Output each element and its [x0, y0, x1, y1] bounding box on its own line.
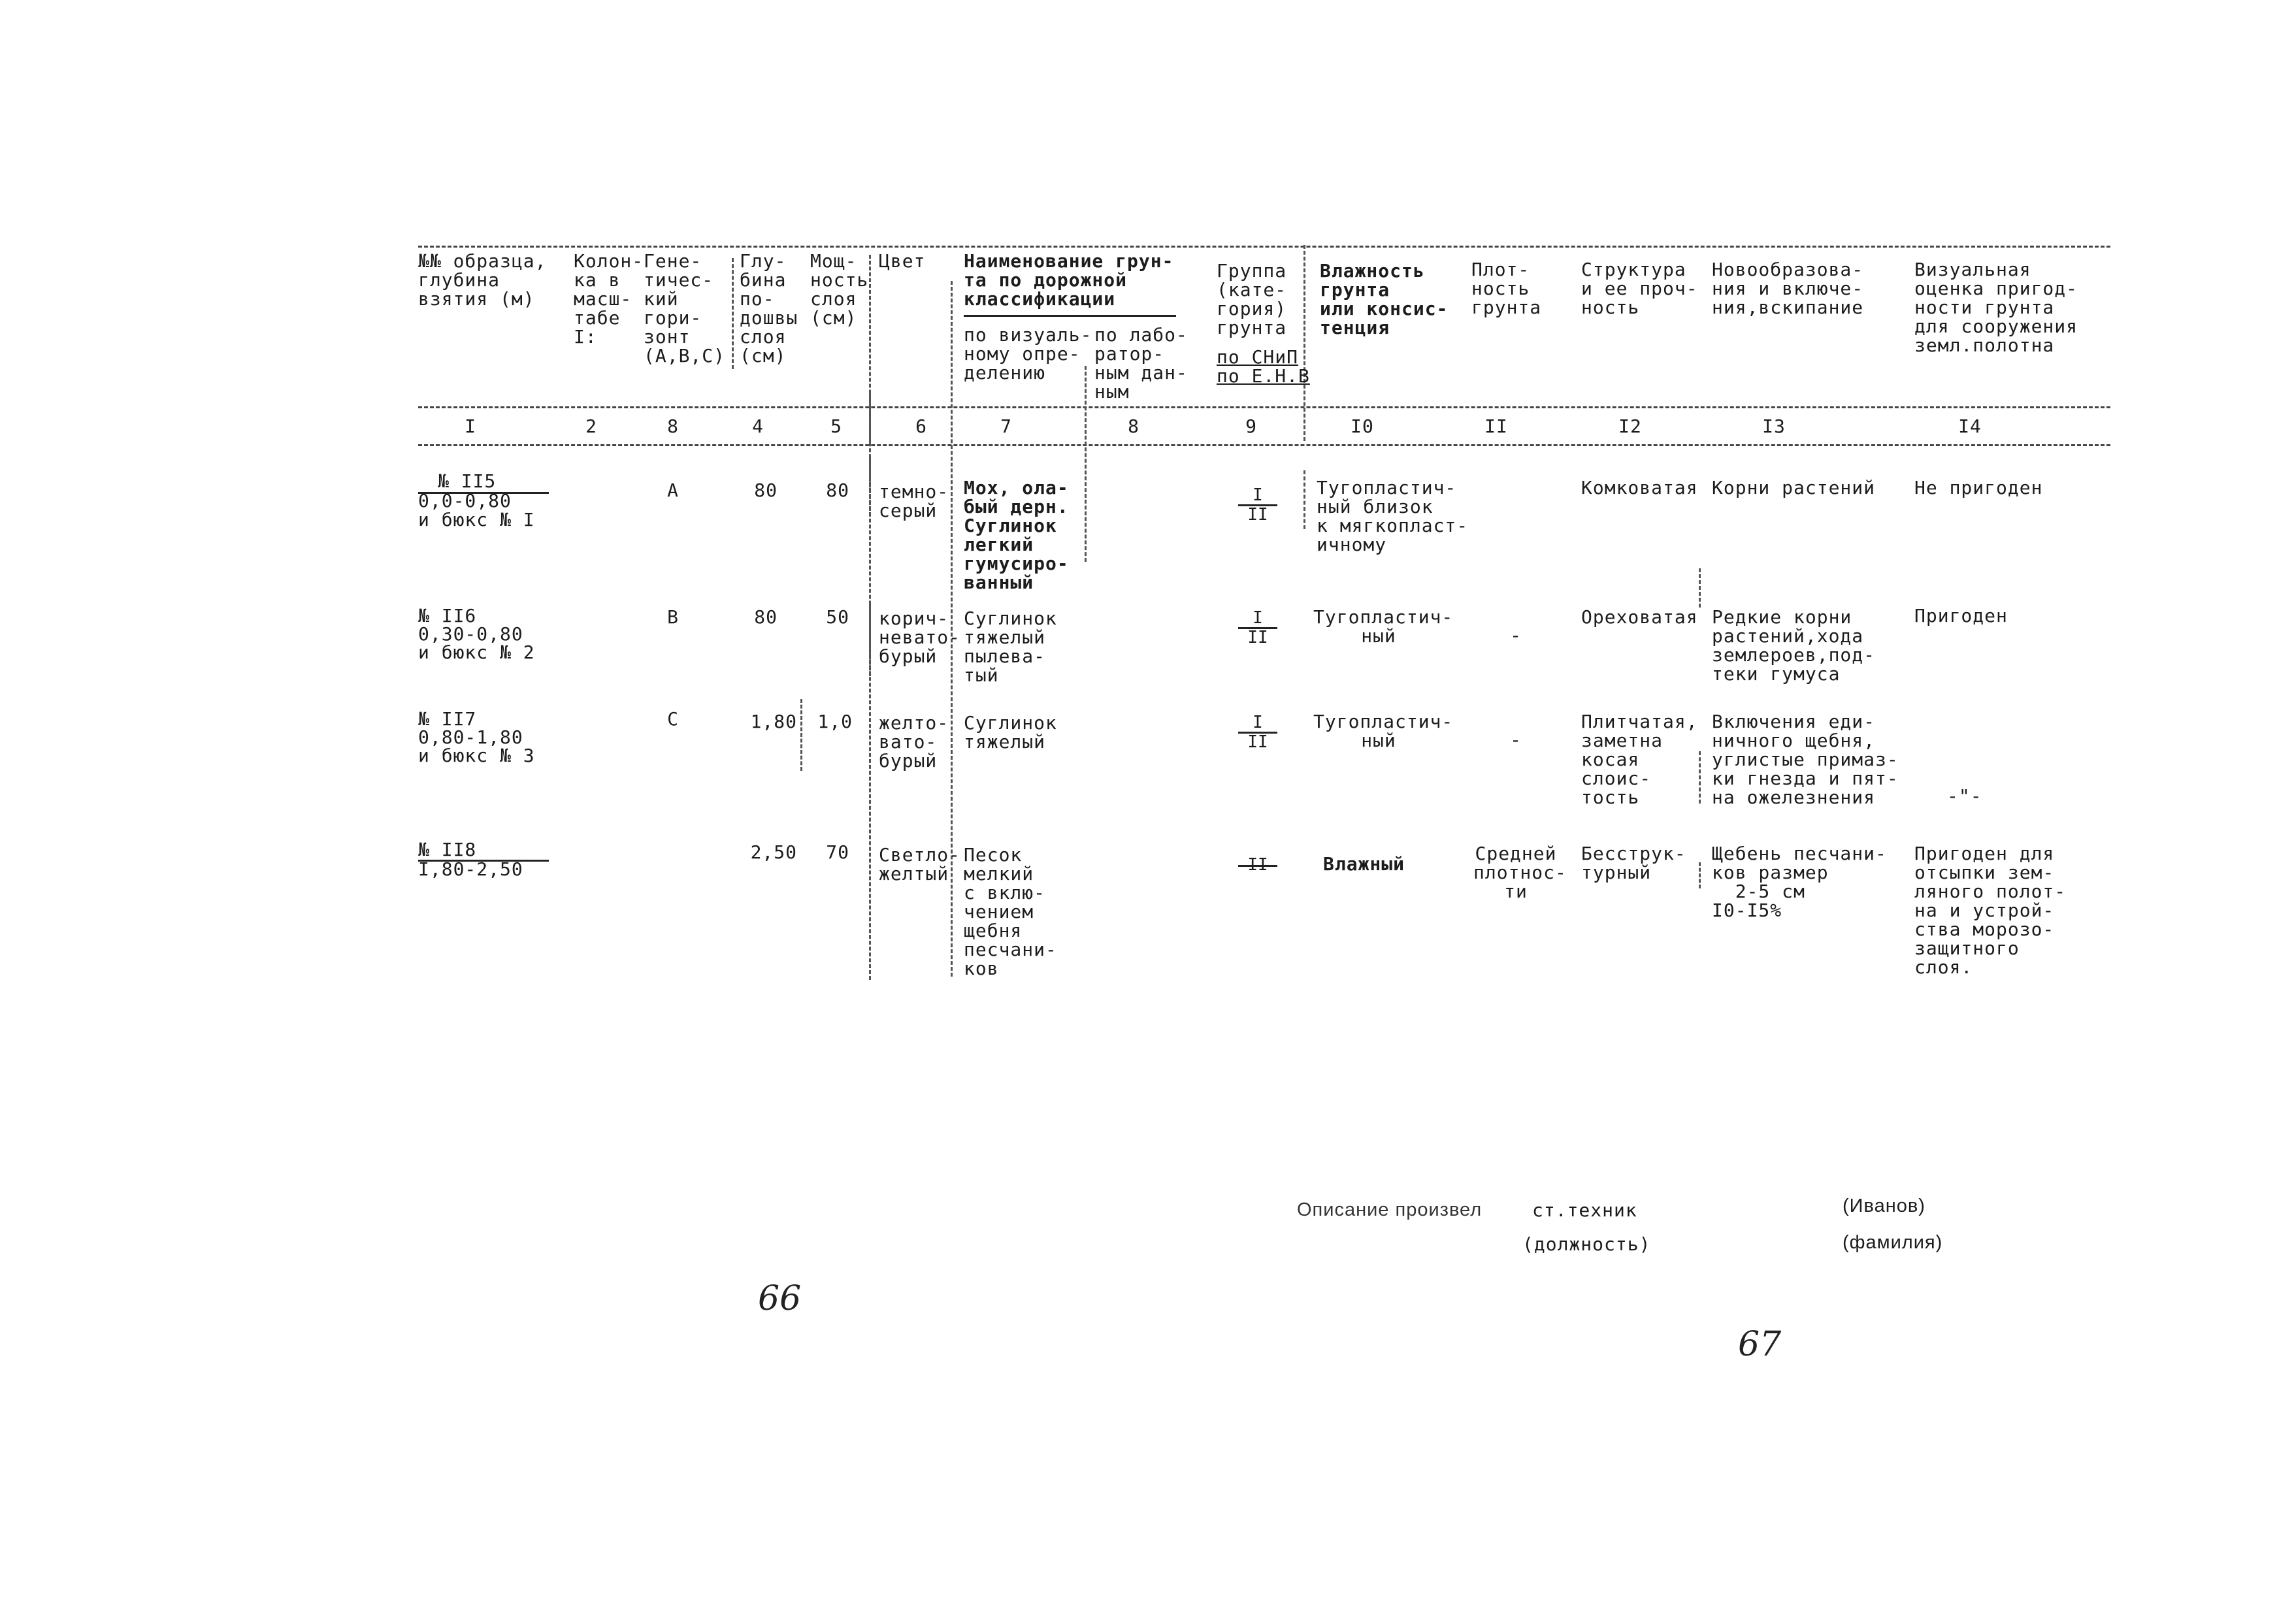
visual-name: Суглинок тяжелый пылева- тый — [964, 608, 1057, 686]
soil-color: корич- невато- бурый — [879, 608, 961, 667]
group-top: I — [1253, 485, 1263, 505]
numbers-bottom-rule — [418, 444, 2110, 446]
header-layer-thickness: Мощ- ность слоя (см) — [810, 250, 869, 329]
suitability: Пригоден — [1914, 605, 2008, 626]
group-bottom: II — [1247, 505, 1268, 525]
sample-depth: 0,30-0,80 — [418, 623, 523, 645]
column-number: 5 — [830, 415, 842, 437]
column-number: 7 — [1000, 415, 1012, 437]
horizon: В — [667, 606, 679, 628]
sample-number: № II6 — [418, 605, 477, 626]
group-bottom: II — [1247, 628, 1268, 647]
sample-number: № II5 — [438, 470, 497, 492]
described-by-label: Описание произвел — [1297, 1199, 1483, 1220]
header-column-scale: Колон- ка в масш- табе I: — [574, 250, 644, 348]
sample-depth: I,80-2,50 — [418, 858, 523, 880]
column-number: II — [1484, 415, 1508, 437]
group-fraction — [1238, 485, 1277, 525]
sample-box: и бюкс № 3 — [418, 745, 535, 766]
header-moisture: Влажность грунта или консис- тенция — [1320, 260, 1449, 338]
layer-thickness: 70 — [826, 841, 849, 863]
group-fraction — [1238, 713, 1277, 752]
moisture: Влажный — [1323, 853, 1405, 875]
header-sample-depth: №№ образца, глубина взятия (м) — [418, 250, 547, 310]
suitability: -"- — [1947, 785, 1982, 807]
soil-color: Светло- желтый — [879, 844, 961, 885]
bottom-depth: 80 — [754, 479, 778, 501]
bottom-depth: 2,50 — [750, 841, 797, 863]
header-density: Плот- ность грунта — [1471, 259, 1542, 318]
column-number: 8 — [1128, 415, 1139, 437]
column-number: I4 — [1958, 415, 1982, 437]
column-divider — [1085, 366, 1087, 562]
header-color: Цвет — [879, 250, 926, 272]
header-soil-name-underline — [964, 315, 1176, 317]
layer-thickness: 80 — [826, 479, 849, 501]
page-number-right: 67 — [1738, 1325, 1782, 1364]
soil-color: темно- серый — [879, 481, 949, 521]
horizon: А — [667, 479, 679, 501]
column-number: 4 — [752, 415, 764, 437]
group-top: I — [1253, 713, 1263, 732]
group-fraction — [1238, 608, 1277, 647]
soil-color: желто- вато- бурый — [879, 712, 949, 771]
header-genetic-horizon: Гене- тичес- кий гори- зонт (А,В,С) — [644, 250, 726, 366]
visual-name: Песок мелкий с вклю- чением щебня песчани- ков — [964, 844, 1057, 979]
header-group: Группа (кате- гория) грунта — [1217, 260, 1287, 338]
column-number: I3 — [1762, 415, 1786, 437]
sample-depth: 0,0-0,80 — [418, 490, 512, 512]
header-group-sub: по СНиП по Е.Н.В — [1217, 346, 1310, 387]
column-number: 8 — [667, 415, 679, 437]
structure: Бесструк- турный — [1581, 843, 1686, 883]
visual-name: Мох, ола- бый дерн. Суглинок легкий гумусиро- ванный — [964, 477, 1069, 593]
column-divider — [1303, 245, 1305, 441]
structure: Плитчатая, заметна косая слоис- тость — [1581, 711, 1698, 808]
moisture: Тугопластич- ный близок к мягкопласт- ичному — [1317, 477, 1469, 555]
column-divider — [1303, 470, 1305, 529]
sample-number: № II7 — [418, 708, 477, 730]
moisture: Тугопластич- ный — [1313, 711, 1454, 751]
structure: Комковатая — [1581, 477, 1698, 498]
bottom-depth: 1,80 — [750, 711, 797, 732]
header-bottom-depth: Глу- бина по- дошвы слоя (см) — [740, 250, 798, 366]
sample-depth: 0,80-1,80 — [418, 726, 523, 748]
density: - — [1510, 625, 1522, 646]
column-divider — [1699, 862, 1701, 888]
horizon: С — [667, 708, 679, 730]
density: - — [1510, 729, 1522, 751]
inclusions: Щебень песчани- ков размер 2-5 см I0-I5% — [1712, 843, 1887, 921]
column-divider — [732, 258, 734, 369]
group-fraction — [1238, 849, 1277, 882]
column-number: 2 — [585, 415, 597, 437]
inclusions: Редкие корни растений,хода землероев,под- теки гумуса — [1712, 606, 1876, 685]
group-bottom: II — [1247, 732, 1268, 752]
suitability: Пригоден для отсыпки зем- ляного полот- на и устрой- ства морозо- защитного слоя. — [1914, 843, 2067, 978]
header-visual-name: по визуаль- ному опре- делению — [964, 324, 1092, 383]
density: Средней плотнос- ти — [1473, 843, 1567, 902]
layer-thickness: 50 — [826, 606, 849, 628]
group-top: I — [1253, 608, 1263, 628]
table-top-rule — [418, 246, 2110, 248]
layer-thickness: 1,0 — [817, 711, 853, 732]
position-label: (должность) — [1522, 1233, 1651, 1255]
moisture: Тугопластич- ный — [1313, 606, 1454, 647]
header-inclusions: Новообразова- ния и включе- ния,вскипание — [1712, 259, 1864, 318]
name-label: (фамилия) — [1843, 1232, 1943, 1253]
group-bottom: II — [1247, 855, 1268, 875]
column-divider — [1699, 568, 1701, 608]
suitability: Не пригоден — [1914, 477, 2043, 498]
header-bottom-rule — [418, 406, 2110, 408]
name-value: (Иванов) — [1843, 1195, 1925, 1216]
column-number: I2 — [1618, 415, 1642, 437]
column-number: 9 — [1245, 415, 1257, 437]
column-divider — [800, 699, 802, 771]
sample-box: и бюкс № I — [418, 509, 535, 530]
bottom-depth: 80 — [754, 606, 778, 628]
header-soil-name: Наименование грун- та по дорожной классификации — [964, 250, 1174, 310]
visual-name: Суглинок тяжелый — [964, 712, 1057, 753]
sample-box: и бюкс № 2 — [418, 641, 535, 663]
sample-number: № II8 — [418, 839, 477, 860]
column-number: I — [465, 415, 476, 437]
header-suitability: Визуальная оценка пригод- ности грунта для сооружения земл.полотна — [1914, 259, 2078, 356]
header-structure: Структура и ее проч- ность — [1581, 259, 1698, 318]
header-lab-name: по лабо- ратор- ным дан- ным — [1094, 324, 1188, 402]
inclusions: Включения еди- ничного щебня, углистые примаз- ки гнезда и пят- на ожелезнения — [1712, 711, 1899, 808]
column-divider — [869, 255, 871, 980]
inclusions: Корни растений — [1712, 477, 1876, 498]
column-divider — [1699, 751, 1701, 804]
column-number: 6 — [915, 415, 927, 437]
column-number: I0 — [1351, 415, 1374, 437]
structure: Ореховатая — [1581, 606, 1698, 628]
position-value: ст.техник — [1532, 1199, 1637, 1221]
page-number-left: 66 — [758, 1279, 802, 1318]
